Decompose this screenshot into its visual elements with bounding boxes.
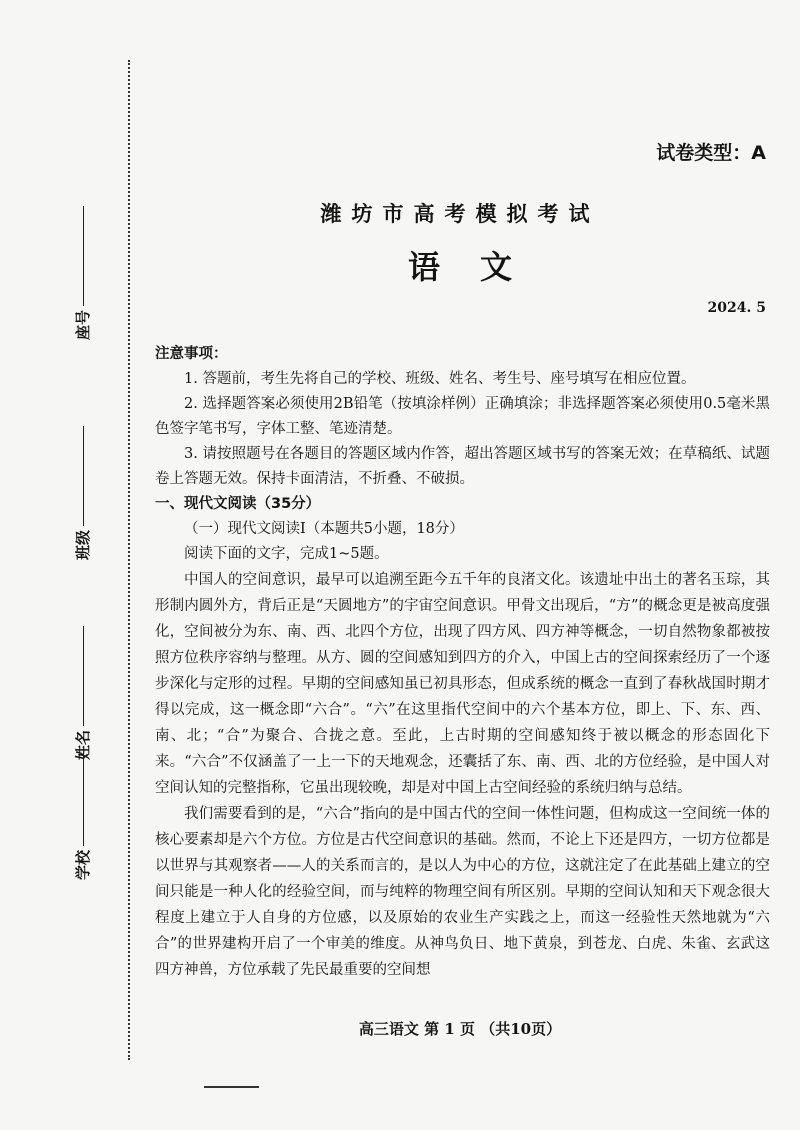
class-blank[interactable]	[83, 426, 84, 526]
seat-number-blank[interactable]	[83, 206, 84, 306]
school-label: 学校	[74, 849, 92, 880]
name-field[interactable]	[72, 626, 93, 760]
scan-mark	[204, 1086, 259, 1088]
name-label: 姓名	[74, 729, 92, 760]
binding-dotted-line	[128, 60, 130, 1060]
school-blank[interactable]	[83, 746, 84, 846]
subsection-heading: （一）现代文阅读Ⅰ（本题共5小题，18分）	[184, 521, 464, 537]
subject-title: 语文	[407, 248, 552, 286]
exam-date: 2024. 5	[707, 300, 766, 316]
class-label: 班级	[74, 529, 92, 560]
reading-instruction: 阅读下面的文字，完成1~5题。	[184, 546, 389, 562]
passage-paragraph: 中国人的空间意识，最早可以追溯至距今五千年的良渚文化。该遗址中出土的著名玉琮，其形制内圆外方，背后正是“天圆地方”的宇宙空间意识。甲骨文出现后，“方”的概念更是被高度强化，空间被分为东、南、西、北四个方位，出现了四方风、四方神等概念，一切自然物象都被按照方位秩序容纳与整理。从方、圆的空间感知到四方的介入，中国上古的空间探索经历了一个逐步深化与定形的过程。早期的空间感知虽已初具形态，但成系统的概念一直到了春秋战国时期才得以完成，这一概念即“六合”。“六”在这里指代空间中的六个基本方位，即上、下、东、西、南、北；“合”为聚合、合拢之意。至此，上古时期的空间感知终于被以概念的形态固化下来。“六合”不仅涵盖了一上一下的天地观念，还囊括了东、南、西、北的方位经验，是中国人对空间认知的完整指称，它虽出现较晚，却是对中国上古空间经验的系统归纳与总结。	[155, 572, 770, 796]
notice-block	[155, 342, 770, 492]
paper-type: 试卷类型：A	[656, 142, 766, 164]
reading-passage	[155, 567, 770, 983]
name-blank[interactable]	[83, 626, 84, 726]
exam-title: 潍坊市高考模拟考试	[320, 201, 600, 226]
page-footer: 高三语文 第 1 页 （共10页）	[358, 1020, 562, 1038]
notice-heading: 注意事项：	[155, 346, 228, 362]
exam-content	[155, 342, 770, 983]
class-field[interactable]	[72, 426, 93, 560]
notice-item: 2. 选择题答案必须使用2B铅笔（按填涂样例）正确填涂；非选择题答案必须使用0.5毫米黑色签字笔书写，字体工整、笔迹清楚。	[155, 396, 770, 437]
notice-item: 1. 答题前，考生先将自己的学校、班级、姓名、考生号、座号填写在相应位置。	[184, 371, 696, 387]
seat-number-field[interactable]	[72, 206, 93, 340]
passage-paragraph: 我们需要看到的是，“六合”指向的是中国古代的空间一体性问题，但构成这一空间统一体的核心要素却是六个方位。方位是古代空间意识的基础。然而，不论上下还是四方，一切方位都是以世界与其观察者——人的关系而言的，是以人为中心的方位，这就注定了在此基础上建立的空间只能是一种人化的经验空间，而与纯粹的物理空间有所区别。早期的空间认知和天下观念很大程度上建立于人自身的方位感，以及原始的农业生产实践之上，而这一经验性天然地就为“六合”的世界建构开启了一个审美的维度。从神鸟负日、地下黄泉，到苍龙、白虎、朱雀、玄武这四方神兽，方位承载了先民最重要的空间想	[155, 806, 770, 978]
section-heading: 一、现代文阅读（35分）	[155, 496, 321, 512]
notice-item: 3. 请按照题号在各题目的答题区域内作答，超出答题区域书写的答案无效；在草稿纸、试题卷上答题无效。保持卡面清洁，不折叠、不破损。	[155, 446, 770, 487]
seat-number-label: 座号	[74, 309, 92, 340]
school-field[interactable]	[72, 746, 93, 880]
